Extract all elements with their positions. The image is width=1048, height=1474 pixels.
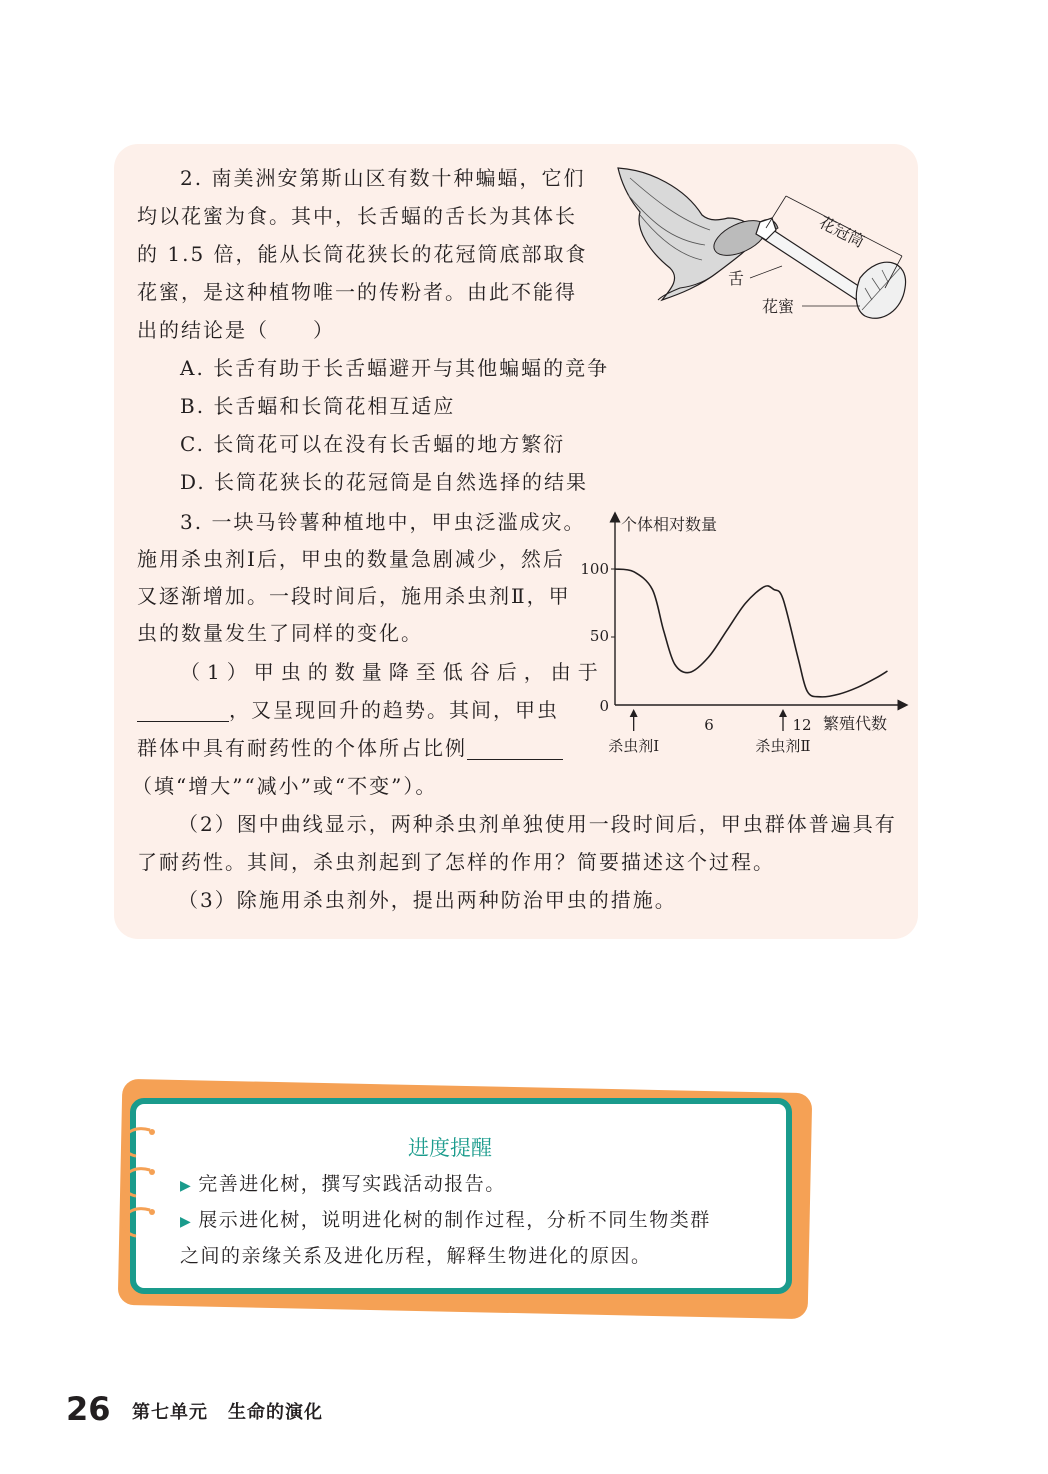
q2-line-4: 花蜜，是这种植物唯一的传粉者。由此不能得 xyxy=(137,280,577,304)
q3-line-1: 3. 一块马铃薯种植地中，甲虫泛滥成灾。 xyxy=(180,510,586,534)
reminder-item-1 xyxy=(180,1172,506,1198)
label-corolla: 花冠筒 xyxy=(816,212,868,252)
triangle-bullet-icon: ▶ xyxy=(180,1214,193,1230)
unit-label: 第七单元 xyxy=(132,1402,208,1423)
q2-line-1: 2. 南美洲安第斯山区有数十种蝙蝠，它们 xyxy=(180,166,586,190)
y-axis-label: 个体相对数量 xyxy=(621,515,718,534)
q3-sub1-line-2 xyxy=(137,698,559,722)
q3-line-3: 又逐渐增加。一段时间后，施用杀虫剂Ⅱ，甲 xyxy=(137,584,571,608)
unit-title: 生命的演化 xyxy=(228,1402,323,1423)
treatment-arrowhead-1 xyxy=(630,709,638,717)
q3-sub2-line-2: 了耐药性。其间，杀虫剂起到了怎样的作用？简要描述这个过程。 xyxy=(137,850,775,874)
y-tick-label-50: 50 xyxy=(589,627,609,645)
q3-line-2: 施用杀虫剂Ⅰ后，甲虫的数量急剧减少，然后 xyxy=(137,547,565,571)
treatment-label-2: 杀虫剂Ⅱ xyxy=(755,737,811,755)
bat-flower-illustration xyxy=(610,160,910,335)
answer-blank-2[interactable] xyxy=(467,739,563,760)
x-tick-label-6: 6 xyxy=(704,716,714,734)
page-number: 26 xyxy=(66,1390,111,1428)
q2-option-c: C. 长筒花可以在没有长舌蝠的地方繁衍 xyxy=(180,432,566,456)
q3-sub3: （3）除施用杀虫剂外，提出两种防治甲虫的措施。 xyxy=(178,888,677,912)
q2-line-2: 均以花蜜为食。其中，长舌蝠的舌长为其体长 xyxy=(137,204,577,228)
treatment-label-1: 杀虫剂Ⅰ xyxy=(608,737,660,755)
reminder-item-2-cont: 之间的亲缘关系及进化历程，解释生物进化的原因。 xyxy=(180,1245,652,1267)
q3-sub2-line-1: （2）图中曲线显示，两种杀虫剂单独使用一段时间后，甲虫群体普遍具有 xyxy=(178,812,897,836)
reminder-item-2 xyxy=(180,1208,711,1234)
chapter-heading xyxy=(132,1398,343,1424)
q3-sub1-line-1: （1）甲虫的数量降至低谷后，由于 xyxy=(180,660,605,684)
q3-sub1-line-3 xyxy=(137,736,563,760)
y-tick-label-0: 0 xyxy=(599,697,609,715)
reminder-item-2-text: 展示进化树，说明进化树的制作过程，分析不同生物类群 xyxy=(198,1209,711,1231)
label-nectar: 花蜜 xyxy=(762,297,795,316)
reminder-item-1-text: 完善进化树，撰写实践活动报告。 xyxy=(198,1173,506,1195)
q2-option-a: A. 长舌有助于长舌蝠避开与其他蝙蝠的竞争 xyxy=(180,356,610,380)
x-tick-label-12: 12 xyxy=(792,716,812,734)
label-tongue: 舌 xyxy=(728,269,745,288)
reminder-title: 进度提醒 xyxy=(408,1136,492,1160)
population-curve xyxy=(615,569,888,697)
q2-option-d: D. 长筒花狭长的花冠筒是自然选择的结果 xyxy=(180,470,589,494)
q3-sub1-line-4: （填“增大”“减小”或“不变”）。 xyxy=(132,774,438,798)
q2-line-3: 的 1.5 倍，能从长筒花狭长的花冠筒底部取食 xyxy=(137,242,588,266)
x-axis-label: 繁殖代数 xyxy=(823,714,888,733)
q2-option-b: B. 长舌蝠和长筒花相互适应 xyxy=(180,394,456,418)
population-chart xyxy=(580,505,910,770)
y-tick-label-100: 100 xyxy=(580,560,609,578)
q3-line-4: 虫的数量发生了同样的变化。 xyxy=(137,621,423,645)
treatment-arrowhead-2 xyxy=(779,709,787,717)
q2-line-5: 出的结论是（ ） xyxy=(137,318,335,342)
q3-sub1-line-3-text: 群体中具有耐药性的个体所占比例 xyxy=(137,736,467,760)
q3-sub1-line-2-text: ，又呈现回升的趋势。其间，甲虫 xyxy=(229,698,559,722)
answer-blank-1[interactable] xyxy=(137,701,229,722)
triangle-bullet-icon: ▶ xyxy=(180,1178,193,1194)
progress-reminder-card xyxy=(112,1082,822,1322)
